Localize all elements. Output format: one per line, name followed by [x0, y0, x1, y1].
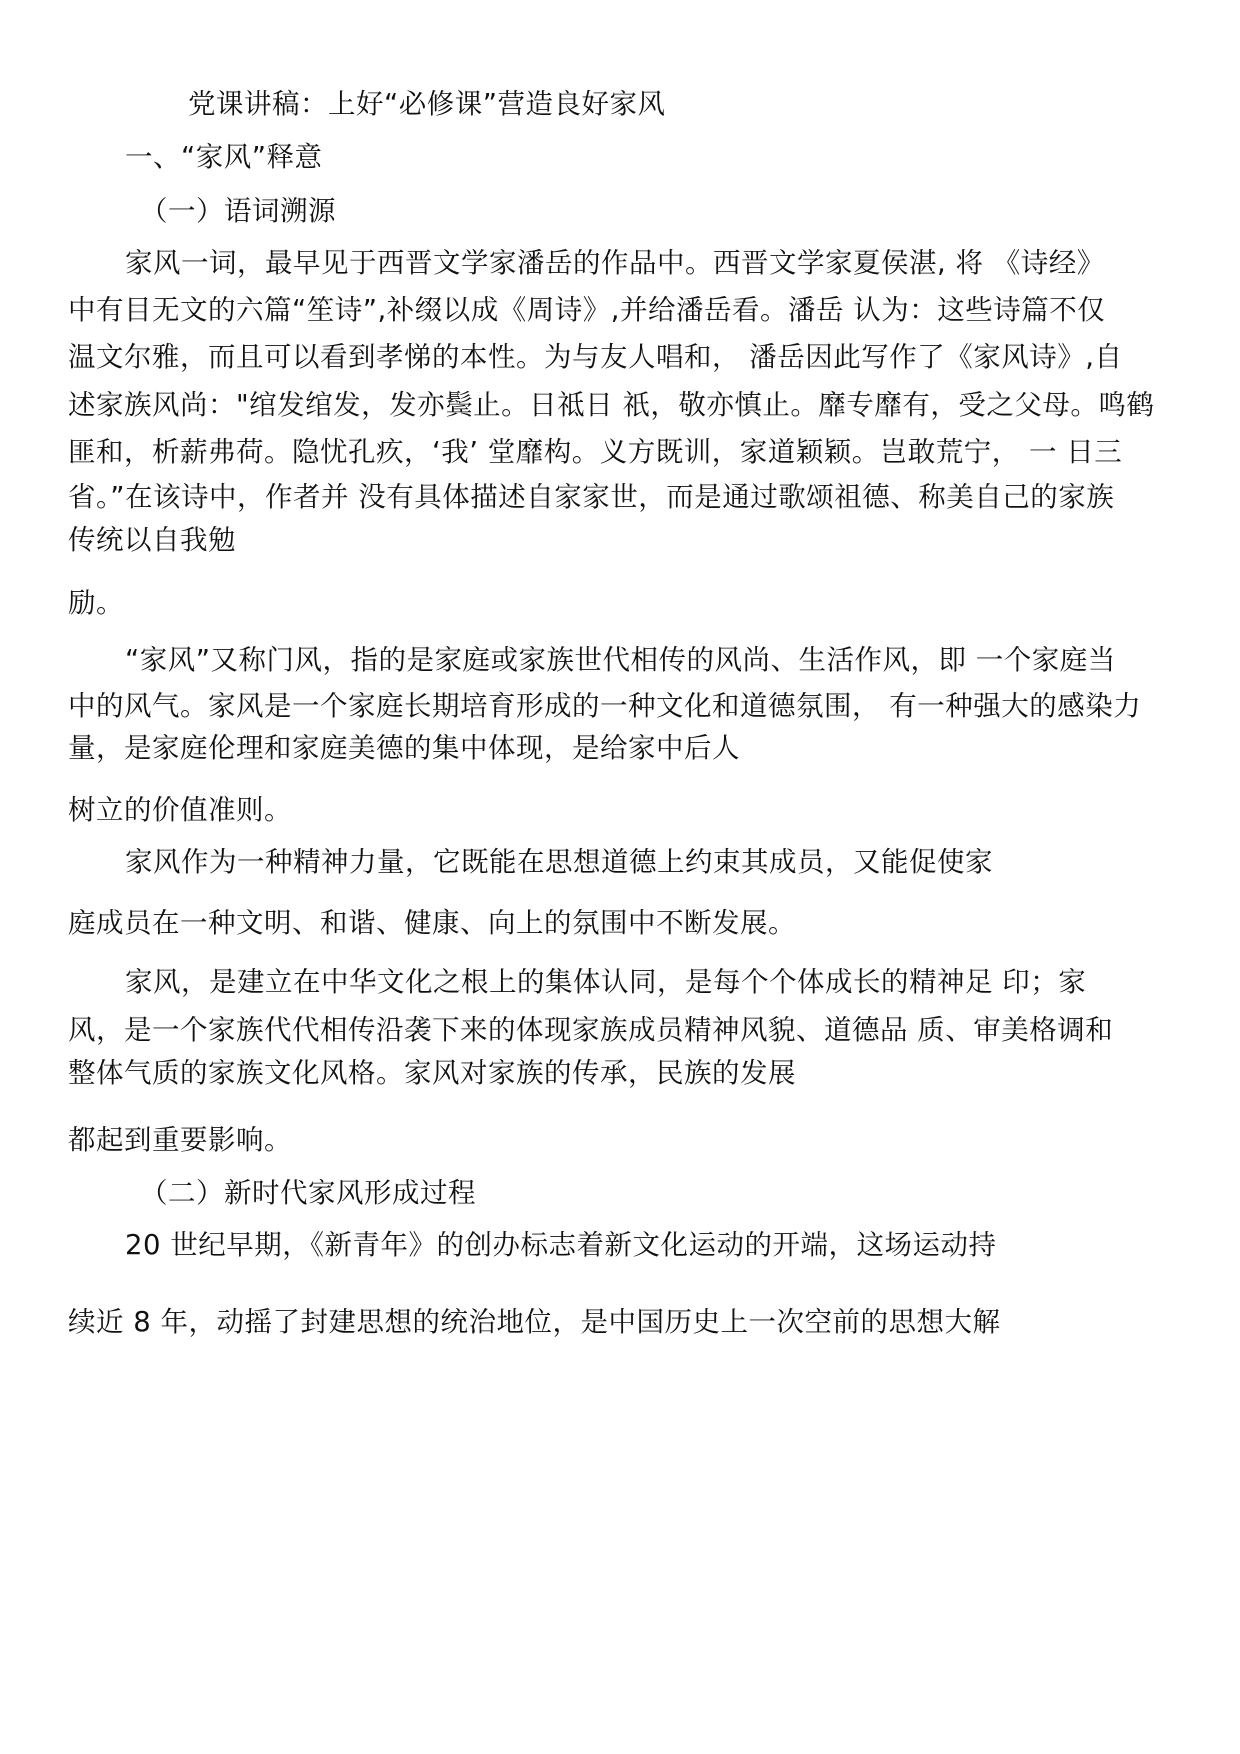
paragraph-line: 20 世纪早期，《新青年》的创办标志着新文化运动的开端，这场运动持: [125, 1229, 997, 1261]
paragraph-line: 量，是家庭伦理和家庭美德的集中体现，是给家中后人: [68, 732, 740, 764]
paragraph-line: 励。: [68, 587, 124, 619]
paragraph-line: 家风作为一种精神力量，它既能在思想道德上约束其成员，又能促使家: [125, 846, 993, 878]
paragraph-line: 省。”在该诗中，作者并 没有具体描述自家家世，而是通过歌颂祖德、称美自己的家族: [68, 481, 1115, 513]
paragraph-line: 整体气质的家族文化风格。家风对家族的传承，民族的发展: [68, 1057, 796, 1089]
paragraph-line: 续近 8 年，动摇了封建思想的统治地位，是中国历史上一次空前的思想大解: [68, 1306, 1001, 1338]
paragraph-line: 温文尔雅，而且可以看到孝悌的本性。为与友人唱和， 潘岳因此写作了《家风诗》,自: [68, 341, 1123, 373]
paragraph-line: 都起到重要影响。: [68, 1124, 292, 1156]
paragraph-line: 家风一词，最早见于西晋文学家潘岳的作品中。西晋文学家夏侯湛, 将 《诗经》: [125, 247, 1105, 279]
paragraph-line: “家风”又称门风，指的是家庭或家族世代相传的风尚、生活作风，即 一个家庭当: [125, 644, 1116, 676]
paragraph-line: 传统以自我勉: [68, 524, 236, 556]
section-heading: 一、“家风”释意: [125, 141, 323, 173]
subsection-heading: （一）语词溯源: [140, 195, 336, 227]
paragraph-line: 家风，是建立在中华文化之根上的集体认同，是每个个体成长的精神足 印；家: [125, 966, 1087, 998]
paragraph-line: 匪和，析薪弗荷。隐忧孔疚，‘我’ 堂靡构。义方既训，家道颖颖。岂敢荒宁， 一 日三: [68, 436, 1123, 468]
paragraph-line: 中有目无文的六篇“笙诗”,补缀以成《周诗》,并给潘岳看。潘岳 认为：这些诗篇不仅: [68, 294, 1106, 326]
paragraph-line: 中的风气。家风是一个家庭长期培育形成的一种文化和道德氛围， 有一种强大的感染力: [68, 690, 1142, 722]
paragraph-line: 树立的价值准则。: [68, 794, 292, 826]
paragraph-line: 庭成员在一种文明、和谐、健康、向上的氛围中不断发展。: [68, 907, 796, 939]
paragraph-line: 述家族风尚："绾发绾发，发亦鬓止。日祗日 祇，敬亦慎止。靡专靡有，受之父母。鸣鹤: [68, 389, 1155, 421]
subsection-heading: （二）新时代家风形成过程: [140, 1177, 476, 1209]
paragraph-line: 风，是一个家族代代相传沿袭下来的体现家族成员精神风貌、道德品 质、审美格调和: [68, 1014, 1114, 1046]
document-title: 党课讲稿：上好“必修课”营造良好家风: [188, 88, 666, 120]
